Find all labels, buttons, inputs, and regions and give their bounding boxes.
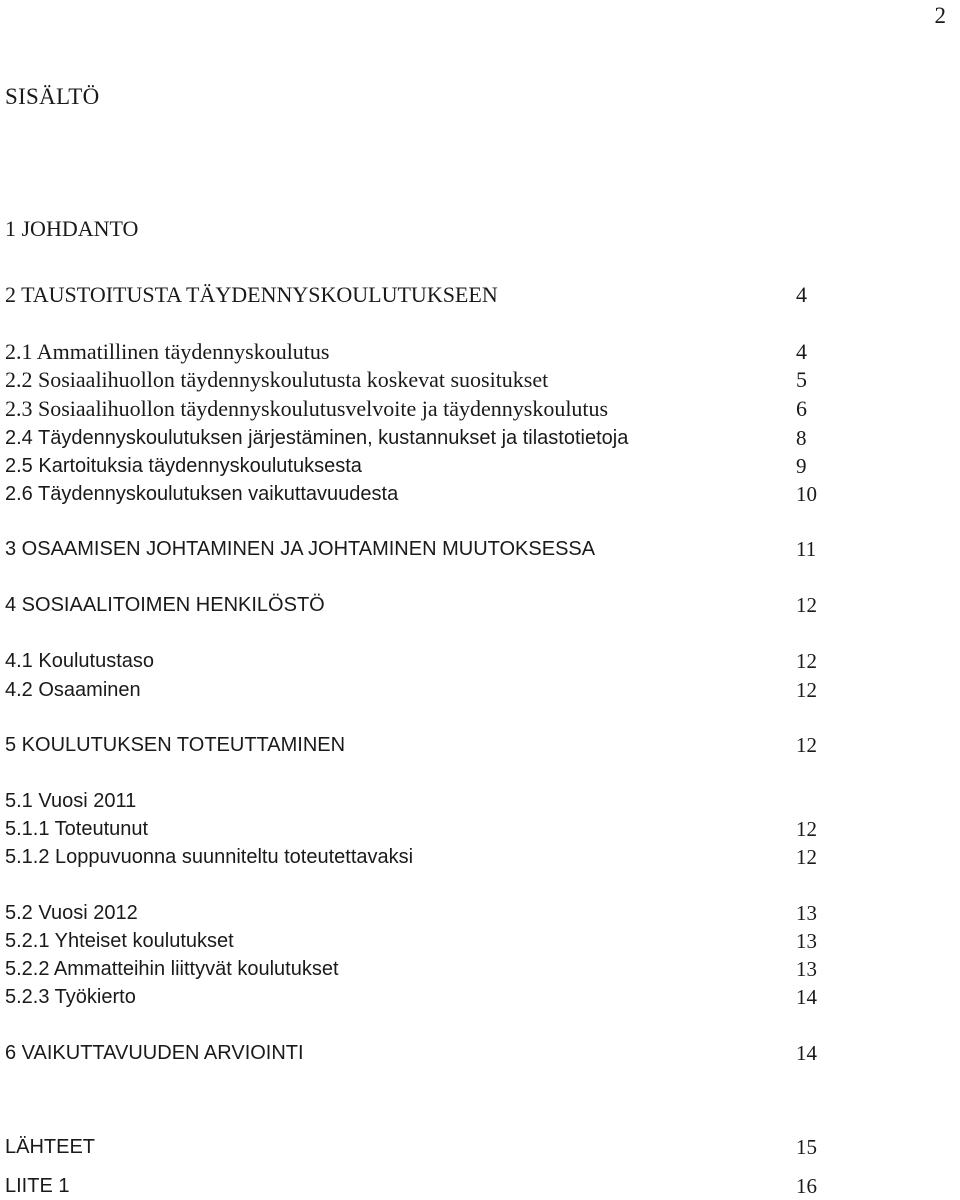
toc-entry-chapter-6 bbox=[5, 1039, 825, 1067]
toc-entry-chapter-1 bbox=[5, 215, 825, 243]
toc-entry-title: LÄHTEET bbox=[5, 1136, 96, 1158]
toc-entry-title: 4.2 Osaaminen bbox=[5, 679, 141, 701]
toc-entry-page: 13 bbox=[796, 901, 817, 925]
toc-entry-page: 4 bbox=[796, 282, 807, 307]
toc-entry-5-2 bbox=[5, 899, 825, 927]
toc-entry-page: 16 bbox=[796, 1174, 817, 1198]
toc-entry-page: 11 bbox=[796, 537, 817, 561]
toc-entry-5-2-1 bbox=[5, 927, 825, 955]
toc-entry-5-1-2 bbox=[5, 843, 825, 871]
toc-entry-5-2-2 bbox=[5, 955, 825, 983]
toc-entry-page: 12 bbox=[796, 649, 817, 673]
toc-entry-2-5 bbox=[5, 452, 825, 480]
toc-entry-page: 12 bbox=[796, 593, 817, 617]
toc-entry-title: LIITE 1 bbox=[5, 1175, 70, 1197]
toc-entry-title: 5.1 Vuosi 2011 bbox=[5, 790, 137, 812]
toc-entry-references bbox=[5, 1133, 825, 1161]
toc-entry-4-2 bbox=[5, 676, 825, 704]
toc-entry-title: 5.2.1 Yhteiset koulutukset bbox=[5, 930, 234, 952]
toc-entry-title: 5.2.3 Työkierto bbox=[5, 986, 136, 1008]
toc-entry-title: 2.5 Kartoituksia täydennyskoulutuksesta bbox=[5, 455, 362, 477]
toc-entry-title: 2.1 Ammatillinen täydennyskoulutus bbox=[5, 339, 330, 364]
toc-heading: SISÄLTÖ bbox=[5, 84, 100, 109]
toc-entry-title: 2.3 Sosiaalihuollon täydennyskoulutusvelvoite ja täydennyskoulutus bbox=[5, 396, 609, 421]
toc-entry-title: 5.2 Vuosi 2012 bbox=[5, 902, 138, 924]
toc-entry-5-1-1 bbox=[5, 815, 825, 843]
toc-entry-page: 12 bbox=[796, 817, 817, 841]
toc-entry-2-2 bbox=[5, 366, 825, 394]
toc-entry-appendix-1 bbox=[5, 1172, 825, 1200]
toc-entry-page: 13 bbox=[796, 957, 817, 981]
toc-entry-chapter-3 bbox=[5, 535, 825, 563]
toc-entry-title: 5.1.1 Toteutunut bbox=[5, 818, 149, 840]
toc-entry-4-1 bbox=[5, 647, 825, 675]
toc-entry-chapter-5 bbox=[5, 731, 825, 759]
toc-entry-chapter-4 bbox=[5, 591, 825, 619]
toc-entry-title: 5 KOULUTUKSEN TOTEUTTAMINEN bbox=[5, 734, 346, 756]
toc-entry-page: 5 bbox=[796, 367, 807, 392]
toc-entry-page: 15 bbox=[796, 1135, 817, 1159]
toc-entry-page: 14 bbox=[796, 985, 817, 1009]
toc-entry-2-6 bbox=[5, 480, 825, 508]
toc-entry-page: 12 bbox=[796, 733, 817, 757]
toc-entry-title: 1 JOHDANTO bbox=[5, 216, 139, 241]
toc-entry-page: 6 bbox=[796, 396, 807, 421]
toc-entry-page: 13 bbox=[796, 929, 817, 953]
toc-entry-title: 2.2 Sosiaalihuollon täydennyskoulutusta koskevat suositukset bbox=[5, 367, 549, 392]
toc-entry-title: 4.1 Koulutustaso bbox=[5, 650, 154, 672]
toc-entry-title: 2.6 Täydennyskoulutuksen vaikuttavuudesta bbox=[5, 483, 399, 505]
toc-entry-title: 3 OSAAMISEN JOHTAMINEN JA JOHTAMINEN MUUTOKSESSA bbox=[5, 538, 596, 560]
toc-entry-5-2-3 bbox=[5, 983, 825, 1011]
toc-entry-page: 12 bbox=[796, 845, 817, 869]
toc-entry-title: 5.2.2 Ammatteihin liittyvät koulutukset bbox=[5, 958, 339, 980]
toc-entry-title: 2.4 Täydennyskoulutuksen järjestäminen, kustannukset ja tilastotietoja bbox=[5, 427, 629, 449]
toc-entry-page: 8 bbox=[796, 426, 807, 450]
toc-entry-title: 2 TAUSTOITUSTA TÄYDENNYSKOULUTUKSEEN bbox=[5, 282, 498, 307]
toc-entry-page: 10 bbox=[796, 482, 817, 506]
toc-entry-2-4 bbox=[5, 424, 825, 452]
toc-entry-page: 4 bbox=[796, 339, 807, 364]
toc-entry-page: 14 bbox=[796, 1041, 817, 1065]
toc-entry-2-3 bbox=[5, 395, 825, 423]
toc-entry-title: 5.1.2 Loppuvuonna suunniteltu toteutettavaksi bbox=[5, 846, 414, 868]
toc-entry-page: 12 bbox=[796, 678, 817, 702]
toc-entry-2-1 bbox=[5, 338, 825, 366]
toc-entry-5-1 bbox=[5, 787, 825, 815]
toc-entry-chapter-2 bbox=[5, 281, 825, 309]
page-number: 2 bbox=[934, 3, 946, 28]
toc-entry-title: 6 VAIKUTTAVUUDEN ARVIOINTI bbox=[5, 1042, 304, 1064]
toc-entry-page: 9 bbox=[796, 454, 807, 478]
toc-entry-title: 4 SOSIAALITOIMEN HENKILÖSTÖ bbox=[5, 594, 325, 616]
